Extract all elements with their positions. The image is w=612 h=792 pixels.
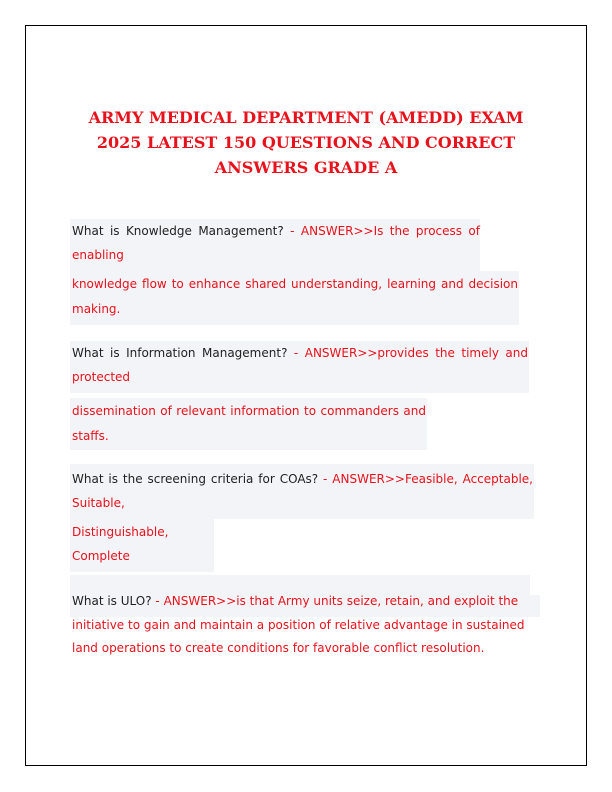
answer-text: enabling bbox=[72, 248, 124, 262]
question-text: What is the screening criteria for COAs? bbox=[72, 472, 324, 486]
question-text: What is Knowledge Management? bbox=[72, 224, 291, 238]
document-title-line-2: 2025 LATEST 150 QUESTIONS AND CORRECT bbox=[96, 133, 516, 152]
answer-text: protected bbox=[72, 370, 131, 384]
answer-text: - ANSWER>>is that Army units seize, retain, and exploit the bbox=[155, 594, 519, 608]
answer-text: knowledge flow to enhance shared understanding, learning and decision bbox=[72, 277, 518, 291]
answer-text: making. bbox=[72, 302, 121, 316]
document-title-line-1: ARMY MEDICAL DEPARTMENT (AMEDD) EXAM bbox=[88, 108, 524, 127]
answer-text: staffs. bbox=[72, 429, 109, 443]
answer-text: dissemination of relevant information to commanders and bbox=[72, 404, 426, 418]
answer-text: initiative to gain and maintain a position of relative advantage in sustained bbox=[72, 618, 525, 632]
document-title-line-3: ANSWERS GRADE A bbox=[214, 158, 398, 177]
question-text: What is Information Management? bbox=[72, 346, 294, 360]
question-text: What is ULO? bbox=[72, 594, 156, 608]
answer-text: Distinguishable, bbox=[72, 525, 169, 539]
qa-1-line-1 bbox=[72, 224, 480, 238]
qa-4-line-1 bbox=[72, 594, 518, 608]
answer-text: Complete bbox=[72, 549, 130, 563]
answer-text: - ANSWER>>Is the process of bbox=[290, 224, 480, 238]
answer-text: - ANSWER>>provides the timely and bbox=[293, 346, 528, 360]
answer-text: land operations to create conditions for favorable conflict resolution. bbox=[72, 641, 485, 655]
qa-3-line-1 bbox=[72, 472, 533, 486]
answer-text: - ANSWER>>Feasible, Acceptable, bbox=[323, 472, 533, 486]
highlight-block bbox=[70, 575, 530, 595]
qa-2-line-1 bbox=[72, 346, 528, 360]
answer-text: Suitable, bbox=[72, 496, 125, 510]
